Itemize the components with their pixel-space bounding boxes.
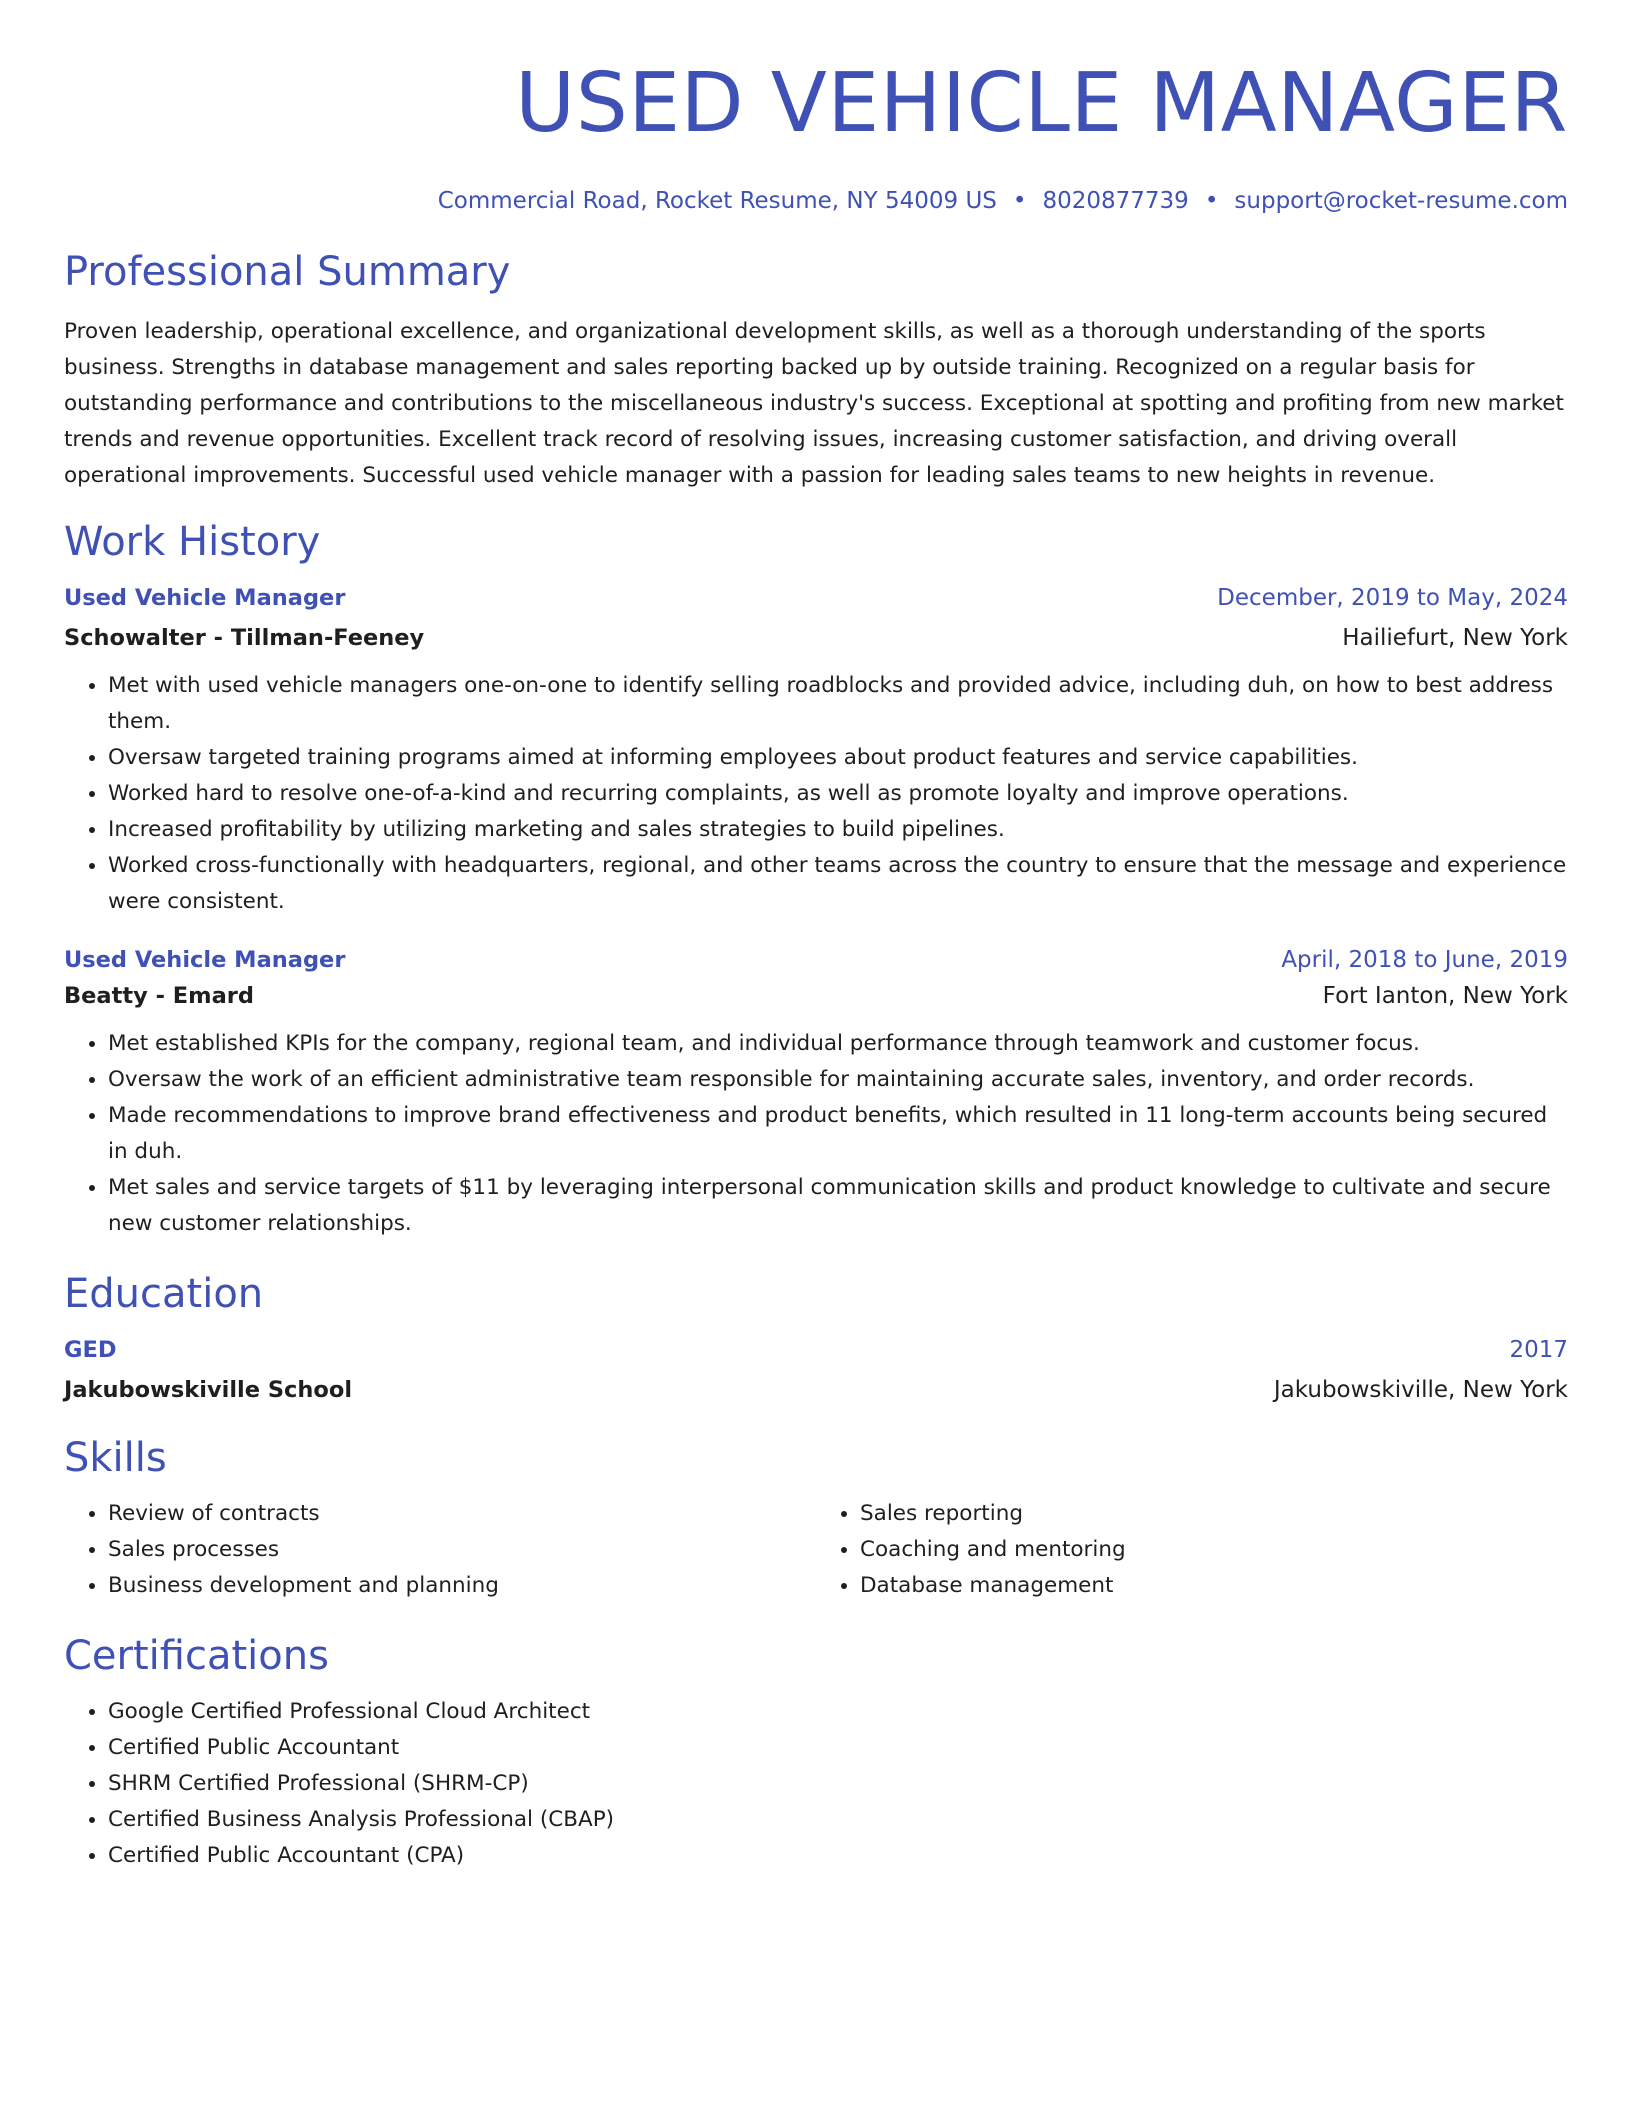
job-bullets bbox=[64, 1026, 1568, 1242]
job-bullets bbox=[64, 668, 1568, 920]
certifications-list bbox=[64, 1694, 1568, 1874]
work-history-heading: Work History bbox=[64, 519, 321, 565]
job-dates: April, 2018 to June, 2019 bbox=[1281, 947, 1568, 973]
list-item: • Met with used vehicle managers one-on-one to identify selling roadblocks and provided advice, including duh, on how to best address them. bbox=[108, 668, 1568, 740]
contact-separator: • bbox=[1012, 188, 1027, 214]
job-entry bbox=[64, 582, 1568, 920]
education-school: Jakubowskiville School bbox=[64, 1377, 353, 1403]
list-item: • Made recommendations to improve brand effectiveness and product benefits, which resulted in 11 long-term accounts being secured in duh. bbox=[108, 1098, 1568, 1170]
list-item: • Increased profitability by utilizing marketing and sales strategies to build pipelines. bbox=[108, 812, 1568, 848]
list-item: • Sales processes bbox=[108, 1532, 816, 1568]
certifications-heading: Certifications bbox=[64, 1633, 329, 1679]
list-item: • Met established KPIs for the company, regional team, and individual performance through teamwork and customer focus. bbox=[108, 1026, 1568, 1062]
list-item: • SHRM Certified Professional (SHRM-CP) bbox=[108, 1766, 1568, 1802]
resume-name: USED VEHICLE MANAGER bbox=[515, 56, 1568, 151]
skills-list bbox=[64, 1496, 1568, 1604]
list-item: • Worked hard to resolve one-of-a-kind and recurring complaints, as well as promote loyalty and improve operations. bbox=[108, 776, 1568, 812]
education-heading: Education bbox=[64, 1271, 264, 1317]
skills-column-right bbox=[816, 1496, 1568, 1604]
skills-column-left bbox=[64, 1496, 816, 1604]
job-location: Hailiefurt, New York bbox=[1342, 625, 1568, 651]
list-item: • Met sales and service targets of $11 by leveraging interpersonal communication skills and product knowledge to cultivate and secure new customer relationships. bbox=[108, 1170, 1568, 1242]
job-title: Used Vehicle Manager bbox=[64, 585, 346, 611]
education-location: Jakubowskiville, New York bbox=[1273, 1377, 1568, 1403]
list-item: • Oversaw the work of an efficient administrative team responsible for maintaining accurate sales, inventory, and order records. bbox=[108, 1062, 1568, 1098]
contact-phone: 8020877739 bbox=[1042, 188, 1189, 214]
list-item: • Business development and planning bbox=[108, 1568, 816, 1604]
job-location: Fort Ianton, New York bbox=[1322, 983, 1568, 1009]
contact-line bbox=[64, 186, 1568, 216]
list-item: • Oversaw targeted training programs aimed at informing employees about product features and service capabilities. bbox=[108, 740, 1568, 776]
contact-address: Commercial Road, Rocket Resume, NY 54009 US bbox=[437, 188, 997, 214]
education-entry bbox=[64, 1334, 1568, 1406]
list-item: • Review of contracts bbox=[108, 1496, 816, 1532]
job-dates: December, 2019 to May, 2024 bbox=[1217, 585, 1568, 611]
list-item: • Coaching and mentoring bbox=[860, 1532, 1568, 1568]
list-item: • Google Certified Professional Cloud Architect bbox=[108, 1694, 1568, 1730]
job-title: Used Vehicle Manager bbox=[64, 947, 346, 973]
list-item: • Certified Business Analysis Professional (CBAP) bbox=[108, 1802, 1568, 1838]
list-item: • Sales reporting bbox=[860, 1496, 1568, 1532]
education-degree: GED bbox=[64, 1337, 117, 1363]
contact-separator: • bbox=[1204, 188, 1219, 214]
list-item: • Certified Public Accountant bbox=[108, 1730, 1568, 1766]
job-employer: Schowalter - Tillman-Feeney bbox=[64, 625, 425, 651]
job-employer: Beatty - Emard bbox=[64, 983, 254, 1009]
summary-heading: Professional Summary bbox=[64, 249, 511, 295]
education-year: 2017 bbox=[1509, 1337, 1568, 1363]
job-entry bbox=[64, 944, 1568, 1242]
summary-text: Proven leadership, operational excellence, and organizational development skills, as well as a thorough understanding of the sports business. Strengths in database management and sales reporting backed up by outside training. Recognized on a regular basis for outstanding performance and contributions to the miscellaneous industry's success. Exceptional at spotting and profiting from new market trends and revenue opportunities. Excellent track record of resolving issues, increasing customer satisfaction, and driving overall operational improvements. Successful used vehicle manager with a passion for leading sales teams to new heights in revenue. bbox=[64, 319, 1564, 488]
contact-email: support@rocket-resume.com bbox=[1234, 188, 1568, 214]
list-item: • Database management bbox=[860, 1568, 1568, 1604]
list-item: • Worked cross-functionally with headquarters, regional, and other teams across the country to ensure that the message and experience were consistent. bbox=[108, 848, 1568, 920]
skills-heading: Skills bbox=[64, 1435, 167, 1481]
list-item: • Certified Public Accountant (CPA) bbox=[108, 1838, 1568, 1874]
